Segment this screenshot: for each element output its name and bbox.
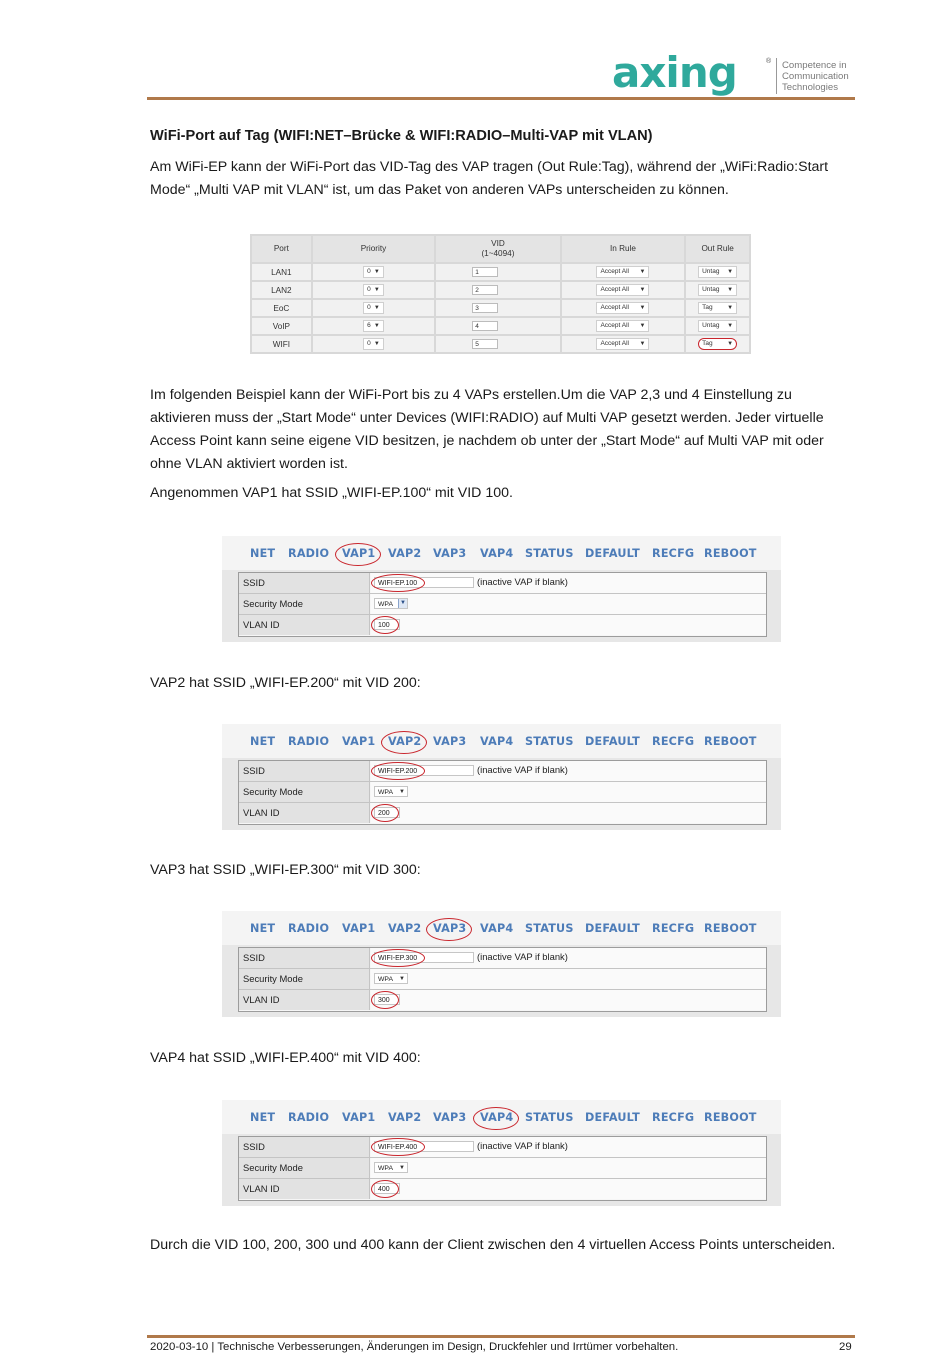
tab-default[interactable]: DEFAULT [585, 735, 640, 748]
tab-recfg[interactable]: RECFG [652, 547, 695, 560]
section-title: WiFi-Port auf Tag (WIFI:NET–Brücke & WIFI:RADIO–Multi-VAP mit VLAN) [150, 128, 653, 144]
security-mode-value: WPA [378, 1165, 393, 1172]
ssid-row [239, 948, 766, 969]
chevron-down-icon: ▼ [373, 323, 380, 329]
vlan-id-label: VLAN ID [239, 615, 370, 635]
vlan-id-input[interactable]: 200 [374, 807, 400, 818]
active-tab-highlight [426, 918, 472, 941]
vid-header-line-1: VID [491, 239, 505, 248]
security-mode-select[interactable] [374, 786, 408, 797]
chevron-down-icon: ▼ [399, 789, 405, 795]
tab-vap3[interactable]: VAP3 [433, 547, 467, 560]
port-name: LAN2 [252, 282, 311, 298]
logo-tagline [782, 60, 862, 93]
tab-vap2[interactable]: VAP2 [388, 1111, 422, 1124]
tab-vap4[interactable]: VAP4 [480, 922, 514, 935]
tab-reboot[interactable]: REBOOT [704, 735, 757, 748]
tab-status[interactable]: STATUS [525, 922, 574, 935]
logo-registered-mark: ® [766, 58, 772, 65]
table-row [252, 264, 749, 280]
ssid-input[interactable]: WIFI-EP.200 [374, 765, 474, 776]
security-mode-row [239, 1158, 766, 1179]
example-paragraph [150, 384, 850, 476]
priority-select[interactable]: 0 ▼ [363, 338, 384, 350]
tab-vap2[interactable]: VAP2 [388, 735, 422, 748]
page-number: 29 [839, 1341, 852, 1353]
priority-select[interactable]: 6 ▼ [363, 320, 384, 332]
priority-select[interactable]: 0 ▼ [363, 302, 384, 314]
port-name: WIFI [252, 336, 311, 352]
in-rule-select[interactable]: Accept All ▼ [596, 320, 649, 332]
paragraph-line: ohne VLAN aktiviert worden ist. [150, 456, 348, 472]
tab-net[interactable]: NET [250, 547, 276, 560]
ssid-input[interactable]: WIFI-EP.400 [374, 1141, 474, 1152]
tab-vap4[interactable]: VAP4 [480, 547, 514, 560]
tagline-line-2: Communication [782, 71, 849, 82]
closing-paragraph: Durch die VID 100, 200, 300 und 400 kann der Client zwischen den 4 virtuellen Access Points unterscheiden. [150, 1237, 836, 1253]
tab-radio[interactable]: RADIO [288, 735, 330, 748]
tab-vap4[interactable]: VAP4 [480, 1111, 514, 1124]
vap3-caption: VAP3 hat SSID „WIFI-EP.300“ mit VID 300: [150, 862, 421, 878]
vlan-id-label: VLAN ID [239, 803, 370, 823]
chevron-down-icon: ▼ [399, 1165, 405, 1171]
vap-settings-grid [238, 760, 767, 825]
table-row [252, 300, 749, 316]
vlan-id-highlight [371, 1180, 399, 1198]
ssid-highlight [371, 762, 425, 780]
out-rule-select[interactable]: Untag ▼ [698, 266, 737, 278]
ssid-highlight [371, 1138, 425, 1156]
tab-vap1[interactable]: VAP1 [342, 922, 376, 935]
port-table-header-row [252, 236, 749, 262]
active-tab-highlight [335, 543, 381, 566]
vlan-id-label: VLAN ID [239, 1179, 370, 1199]
chevron-down-icon: ▼ [639, 305, 646, 311]
out-rule-select[interactable]: Tag ▼ [698, 302, 737, 314]
in-rule-select[interactable]: Accept All ▼ [596, 338, 649, 350]
security-mode-row [239, 594, 766, 615]
security-mode-label: Security Mode [239, 594, 370, 614]
priority-select[interactable]: 0 ▼ [363, 266, 384, 278]
tab-reboot[interactable]: REBOOT [704, 1111, 757, 1124]
vlan-id-input[interactable]: 400 [374, 1183, 400, 1194]
vap2-config-panel [222, 724, 781, 830]
security-mode-row [239, 969, 766, 990]
chevron-down-icon: ▼ [399, 976, 405, 982]
tab-bar [222, 536, 781, 570]
table-row [252, 318, 749, 334]
vap2-caption: VAP2 hat SSID „WIFI-EP.200“ mit VID 200: [150, 675, 421, 691]
ssid-row [239, 761, 766, 782]
header-rule [147, 97, 855, 100]
chevron-down-icon: ▼ [398, 599, 407, 608]
security-mode-label: Security Mode [239, 1158, 370, 1178]
tab-recfg[interactable]: RECFG [652, 922, 695, 935]
port-name: EoC [252, 300, 311, 316]
vlan-id-label: VLAN ID [239, 990, 370, 1010]
ssid-hint: (inactive VAP if blank) [477, 951, 568, 962]
ssid-hint: (inactive VAP if blank) [477, 764, 568, 775]
col-header-in-rule: In Rule [562, 236, 685, 262]
vid-input[interactable]: 5 [472, 339, 498, 349]
tab-vap2[interactable]: VAP2 [388, 547, 422, 560]
chevron-down-icon: ▼ [373, 269, 380, 275]
tab-radio[interactable]: RADIO [288, 547, 330, 560]
ssid-input[interactable]: WIFI-EP.100 [374, 577, 474, 588]
chevron-down-icon: ▼ [727, 341, 734, 347]
footer-disclaimer: 2020-03-10 | Technische Verbesserungen, Änderungen im Design, Druckfehler und Irrtümer vorbehalten. [150, 1341, 679, 1353]
col-header-out-rule: Out Rule [686, 236, 749, 262]
security-mode-select[interactable] [374, 1162, 408, 1173]
chevron-down-icon: ▼ [727, 269, 734, 275]
tab-vap3[interactable]: VAP3 [433, 922, 467, 935]
tab-bar [222, 1100, 781, 1134]
ssid-label: SSID [239, 948, 370, 968]
active-tab-highlight [473, 1107, 519, 1130]
vlan-id-input[interactable]: 300 [374, 994, 400, 1005]
tab-recfg[interactable]: RECFG [652, 735, 695, 748]
vlan-id-input[interactable]: 100 [374, 619, 400, 630]
tab-default[interactable]: DEFAULT [585, 922, 640, 935]
tab-status[interactable]: STATUS [525, 547, 574, 560]
paragraph-line: Access Point kann seine eigene VID besitzen, je nachdem ob unter der „Start Mode“ auf Multi VAP mit oder [150, 433, 824, 449]
tab-net[interactable]: NET [250, 922, 276, 935]
chevron-down-icon: ▼ [727, 287, 734, 293]
ssid-row [239, 1137, 766, 1158]
security-mode-select[interactable] [374, 598, 408, 609]
vlan-id-highlight [371, 804, 399, 822]
logo-wordmark: axing [612, 48, 737, 97]
vap1-config-panel [222, 536, 781, 642]
table-row [252, 282, 749, 298]
vap-settings-grid [238, 947, 767, 1012]
col-header-priority: Priority [313, 236, 434, 262]
ssid-label: SSID [239, 1137, 370, 1157]
tab-vap3[interactable]: VAP3 [433, 735, 467, 748]
tab-net[interactable]: NET [250, 735, 276, 748]
tagline-line-3: Technologies [782, 82, 839, 93]
vlan-id-row [239, 1179, 766, 1199]
in-rule-select[interactable]: Accept All ▼ [596, 284, 649, 296]
vap4-config-panel [222, 1100, 781, 1206]
tab-net[interactable]: NET [250, 1111, 276, 1124]
chevron-down-icon: ▼ [373, 287, 380, 293]
tab-bar [222, 911, 781, 945]
ssid-label: SSID [239, 573, 370, 593]
tab-default[interactable]: DEFAULT [585, 1111, 640, 1124]
ssid-label: SSID [239, 761, 370, 781]
vap-settings-grid [238, 1136, 767, 1201]
col-header-port: Port [252, 236, 311, 262]
security-mode-select[interactable] [374, 973, 408, 984]
vap-settings-grid [238, 572, 767, 637]
tab-vap1[interactable]: VAP1 [342, 735, 376, 748]
security-mode-row [239, 782, 766, 803]
tab-status[interactable]: STATUS [525, 735, 574, 748]
security-mode-value: WPA [378, 601, 393, 608]
vlan-id-highlight [371, 991, 399, 1009]
out-rule-select[interactable]: Untag ▼ [698, 320, 737, 332]
out-rule-select-highlighted[interactable]: Tag ▼ [698, 338, 737, 350]
chevron-down-icon: ▼ [727, 323, 734, 329]
out-rule-select[interactable]: Untag ▼ [698, 284, 737, 296]
security-mode-value: WPA [378, 789, 393, 796]
ssid-highlight [371, 949, 425, 967]
tab-vap2[interactable]: VAP2 [388, 922, 422, 935]
port-vlan-table [250, 234, 751, 354]
security-mode-label: Security Mode [239, 969, 370, 989]
tab-recfg[interactable]: RECFG [652, 1111, 695, 1124]
vap1-caption: Angenommen VAP1 hat SSID „WIFI-EP.100“ mit VID 100. [150, 485, 513, 501]
vap4-caption: VAP4 hat SSID „WIFI-EP.400“ mit VID 400: [150, 1050, 421, 1066]
vid-input[interactable]: 2 [472, 285, 498, 295]
company-logo [612, 48, 857, 97]
ssid-row [239, 573, 766, 594]
ssid-hint: (inactive VAP if blank) [477, 576, 568, 587]
vid-input[interactable]: 1 [472, 267, 498, 277]
table-row [252, 336, 749, 352]
tab-bar [222, 724, 781, 758]
tab-reboot[interactable]: REBOOT [704, 547, 757, 560]
ssid-highlight [371, 574, 425, 592]
chevron-down-icon: ▼ [373, 305, 380, 311]
ssid-hint: (inactive VAP if blank) [477, 1140, 568, 1151]
vlan-id-highlight [371, 616, 399, 634]
vid-input[interactable]: 3 [472, 303, 498, 313]
vlan-id-row [239, 990, 766, 1010]
chevron-down-icon: ▼ [639, 323, 646, 329]
port-name: VoIP [252, 318, 311, 334]
vlan-id-row [239, 615, 766, 635]
chevron-down-icon: ▼ [639, 287, 646, 293]
priority-select[interactable]: 0 ▼ [363, 284, 384, 296]
chevron-down-icon: ▼ [373, 341, 380, 347]
vid-input[interactable]: 4 [472, 321, 498, 331]
tab-radio[interactable]: RADIO [288, 922, 330, 935]
tab-reboot[interactable]: REBOOT [704, 922, 757, 935]
ssid-input[interactable]: WIFI-EP.300 [374, 952, 474, 963]
intro-line-1: Am WiFi-EP kann der WiFi-Port das VID-Tag des VAP tragen (Out Rule:Tag), während der „WiFi:Radio:Start [150, 159, 829, 175]
vlan-id-row [239, 803, 766, 823]
security-mode-label: Security Mode [239, 782, 370, 802]
intro-line-2: Mode“ „Multi VAP mit VLAN“ ist, um das Paket von anderen VAPs unterscheiden zu können. [150, 182, 729, 198]
tab-vap4[interactable]: VAP4 [480, 735, 514, 748]
intro-paragraph [150, 156, 850, 202]
in-rule-select[interactable]: Accept All ▼ [596, 266, 649, 278]
tab-vap1[interactable]: VAP1 [342, 1111, 376, 1124]
port-name: LAN1 [252, 264, 311, 280]
in-rule-select[interactable]: Accept All ▼ [596, 302, 649, 314]
tab-radio[interactable]: RADIO [288, 1111, 330, 1124]
paragraph-line: Im folgenden Beispiel kann der WiFi-Port bis zu 4 VAPs erstellen.Um die VAP 2,3 und 4 Einstellung zu [150, 387, 792, 403]
logo-divider [776, 58, 777, 94]
chevron-down-icon: ▼ [639, 341, 646, 347]
col-header-vid [436, 236, 560, 262]
security-mode-value: WPA [378, 976, 393, 983]
chevron-down-icon: ▼ [639, 269, 646, 275]
tab-vap3[interactable]: VAP3 [433, 1111, 467, 1124]
vap3-config-panel [222, 911, 781, 1017]
paragraph-line: aktivieren muss der „Start Mode“ unter Devices (WIFI:RADIO) auf Multi VAP gesetzt werden. Jeder virtuelle [150, 410, 824, 426]
chevron-down-icon: ▼ [727, 305, 734, 311]
tab-vap1[interactable]: VAP1 [342, 547, 376, 560]
vid-header-line-2: (1~4094) [481, 249, 515, 258]
footer-rule [147, 1335, 855, 1338]
active-tab-highlight [381, 731, 427, 754]
tagline-line-1: Competence in [782, 60, 847, 71]
tab-status[interactable]: STATUS [525, 1111, 574, 1124]
tab-default[interactable]: DEFAULT [585, 547, 640, 560]
